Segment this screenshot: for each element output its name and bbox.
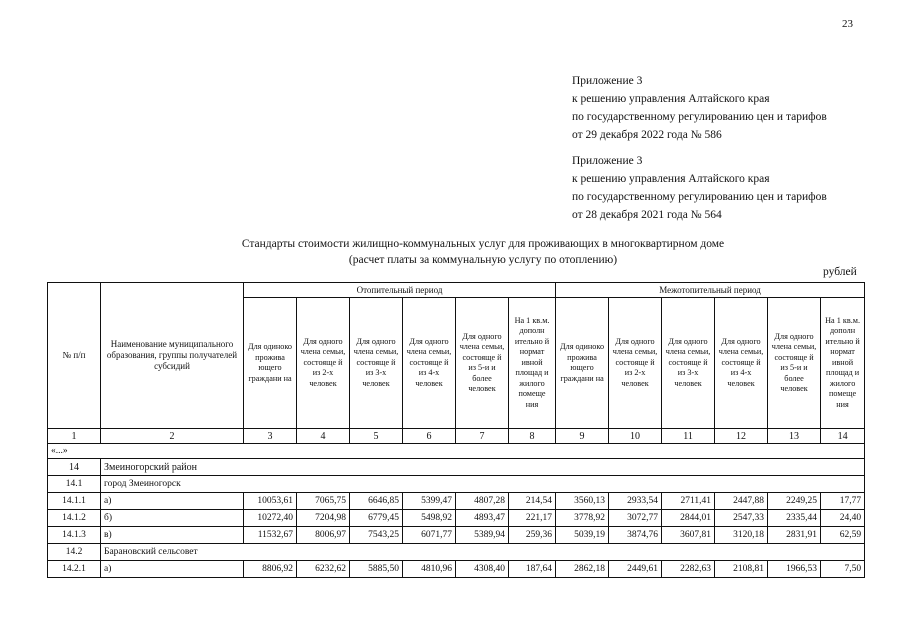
table-row [48, 493, 865, 510]
value-cell: 1966,53 [768, 561, 821, 578]
value-cell: 10053,61 [244, 493, 297, 510]
value-cell: 6232,62 [297, 561, 350, 578]
value-cell: 3560,13 [556, 493, 609, 510]
value-cell: 4807,28 [456, 493, 509, 510]
header-family-2: Для одного члена семьи, состояще й из 2-х человек [297, 298, 350, 429]
value-cell: 3607,81 [662, 527, 715, 544]
header-family-4: Для одного члена семьи, состояще й из 4-х человек [715, 298, 768, 429]
value-cell: 5399,47 [403, 493, 456, 510]
table-row [48, 561, 865, 578]
value-cell: 24,40 [821, 510, 865, 527]
column-number: 1 [48, 429, 101, 444]
value-cell: 2335,44 [768, 510, 821, 527]
currency-unit: рублей [823, 266, 857, 278]
subtitle-line: (расчет платы за коммунальную услугу по отоплению) [348, 254, 618, 266]
region-name: Змеиногорский район [101, 459, 865, 476]
omission-row [48, 444, 865, 459]
column-number: 13 [768, 429, 821, 444]
value-cell: 2449,61 [609, 561, 662, 578]
value-cell: 3874,76 [609, 527, 662, 544]
header-single-resident: Для одиноко прожива ющего граждани на [556, 298, 609, 429]
region-row [48, 459, 865, 476]
value-cell: 7,50 [821, 561, 865, 578]
header-per-sqm: На 1 кв.м. дополн ительно й нормат ивной площад и жилого помеще ния [821, 298, 865, 429]
row-code: 14.1.1 [48, 493, 101, 510]
value-cell: 2831,91 [768, 527, 821, 544]
value-cell: 2711,41 [662, 493, 715, 510]
row-code: 14.2.1 [48, 561, 101, 578]
header-nonheating-period: Межотопительный период [556, 283, 865, 298]
subdivision-name: Барановский сельсовет [101, 544, 865, 561]
value-cell: 259,36 [509, 527, 556, 544]
header-family-2: Для одного члена семьи, состояще й из 2-х человек [609, 298, 662, 429]
header-number: № п/п [48, 283, 101, 429]
appendix-title: Приложение 3 [572, 75, 643, 87]
header-heating-period: Отопительный период [244, 283, 556, 298]
column-number: 9 [556, 429, 609, 444]
header-family-3: Для одного члена семьи, состояще й из 3-х человек [662, 298, 715, 429]
recipient-group: а) [101, 493, 244, 510]
subdivision-code: 14.1 [48, 476, 101, 493]
appendix-block-previous [572, 152, 827, 224]
header-family-5plus: Для одного члена семьи, состояще й из 5-и и более человек [456, 298, 509, 429]
column-number: 3 [244, 429, 297, 444]
value-cell: 6646,85 [350, 493, 403, 510]
appendix-line: по государственному регулированию цен и тарифов [572, 191, 827, 203]
tariff-table [47, 282, 865, 578]
value-cell: 7204,98 [297, 510, 350, 527]
value-cell: 62,59 [821, 527, 865, 544]
value-cell: 4308,40 [456, 561, 509, 578]
value-cell: 2249,25 [768, 493, 821, 510]
value-cell: 2862,18 [556, 561, 609, 578]
value-cell: 2108,81 [715, 561, 768, 578]
subdivision-row [48, 544, 865, 561]
column-number: 11 [662, 429, 715, 444]
row-code: 14.1.2 [48, 510, 101, 527]
value-cell: 3120,18 [715, 527, 768, 544]
value-cell: 2844,01 [662, 510, 715, 527]
appendix-block-current [572, 72, 827, 144]
column-number: 5 [350, 429, 403, 444]
header-single-resident: Для одиноко прожива ющего граждани на [244, 298, 297, 429]
column-number: 14 [821, 429, 865, 444]
header-family-5plus: Для одного члена семьи, состояще й из 5-и и более человек [768, 298, 821, 429]
value-cell: 4810,96 [403, 561, 456, 578]
value-cell: 5389,94 [456, 527, 509, 544]
value-cell: 8006,97 [297, 527, 350, 544]
table-body [48, 476, 865, 578]
column-number: 7 [456, 429, 509, 444]
appendix-line: от 29 декабря 2022 года № 586 [572, 129, 722, 141]
value-cell: 5885,50 [350, 561, 403, 578]
value-cell: 214,54 [509, 493, 556, 510]
value-cell: 8806,92 [244, 561, 297, 578]
value-cell: 2282,63 [662, 561, 715, 578]
column-number: 4 [297, 429, 350, 444]
recipient-group: а) [101, 561, 244, 578]
column-number: 12 [715, 429, 768, 444]
region-code: 14 [48, 459, 101, 476]
appendix-line: по государственному регулированию цен и тарифов [572, 111, 827, 123]
row-code: 14.1.3 [48, 527, 101, 544]
header-per-sqm: На 1 кв.м. дополн ительно й нормат ивной площад и жилого помеще ния [509, 298, 556, 429]
header-municipality: Наименование муниципального образования, группы получателей субсидий [101, 283, 244, 429]
column-number: 2 [101, 429, 244, 444]
recipient-group: в) [101, 527, 244, 544]
document-title [0, 236, 904, 268]
column-number: 8 [509, 429, 556, 444]
appendix-line: к решению управления Алтайского края [572, 173, 770, 185]
value-cell: 5039,19 [556, 527, 609, 544]
subdivision-name: город Змеиногорск [101, 476, 865, 493]
value-cell: 187,64 [509, 561, 556, 578]
value-cell: 3072,77 [609, 510, 662, 527]
header-family-4: Для одного члена семьи, состояще й из 4-х человек [403, 298, 456, 429]
value-cell: 7065,75 [297, 493, 350, 510]
appendix-title: Приложение 3 [572, 155, 643, 167]
appendix-line: от 28 декабря 2021 года № 564 [572, 209, 722, 221]
value-cell: 6779,45 [350, 510, 403, 527]
value-cell: 221,17 [509, 510, 556, 527]
value-cell: 3778,92 [556, 510, 609, 527]
header-family-3: Для одного члена семьи, состояще й из 3-х человек [350, 298, 403, 429]
value-cell: 4893,47 [456, 510, 509, 527]
subdivision-row [48, 476, 865, 493]
table-row [48, 527, 865, 544]
appendix-line: к решению управления Алтайского края [572, 93, 770, 105]
subdivision-code: 14.2 [48, 544, 101, 561]
value-cell: 2547,33 [715, 510, 768, 527]
page-number: 23 [842, 18, 853, 30]
omission-marker: «...» [48, 444, 865, 459]
value-cell: 17,77 [821, 493, 865, 510]
value-cell: 2933,54 [609, 493, 662, 510]
value-cell: 6071,77 [403, 527, 456, 544]
table-row [48, 510, 865, 527]
value-cell: 2447,88 [715, 493, 768, 510]
column-number: 6 [403, 429, 456, 444]
title-line: Стандарты стоимости жилищно-коммунальных услуг для проживающих в многоквартирном доме [241, 238, 725, 250]
column-number: 10 [609, 429, 662, 444]
column-number-row [48, 429, 865, 444]
value-cell: 5498,92 [403, 510, 456, 527]
value-cell: 7543,25 [350, 527, 403, 544]
recipient-group: б) [101, 510, 244, 527]
value-cell: 11532,67 [244, 527, 297, 544]
value-cell: 10272,40 [244, 510, 297, 527]
